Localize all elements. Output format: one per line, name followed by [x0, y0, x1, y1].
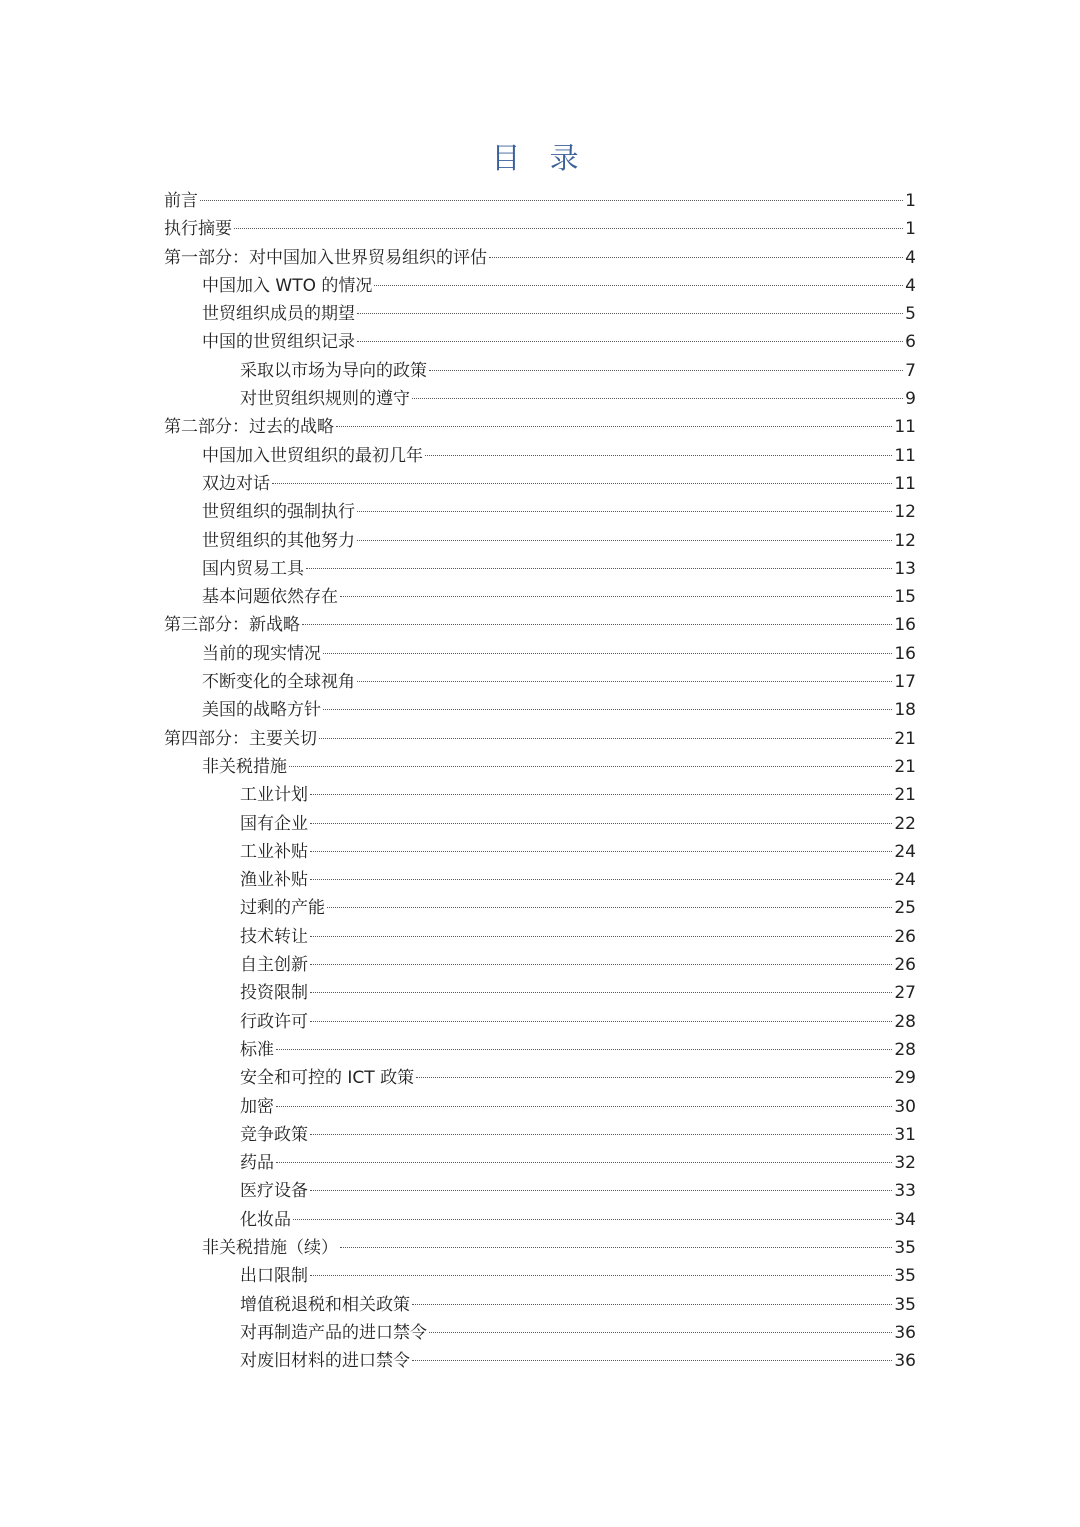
toc-entry-page-number: 11	[894, 473, 916, 494]
toc-entry[interactable]	[164, 725, 916, 753]
toc-entry-page-number: 28	[894, 1011, 916, 1032]
toc-entry[interactable]	[164, 272, 916, 300]
toc-entry-page-number: 7	[905, 360, 916, 381]
toc-entry-page-number: 1	[905, 219, 916, 240]
toc-entry[interactable]	[164, 696, 916, 724]
toc-entry-label: 医疗设备	[240, 1181, 308, 1202]
toc-dot-leader	[272, 483, 892, 484]
toc-entry-page-number: 31	[894, 1124, 916, 1145]
toc-dot-leader	[340, 596, 892, 597]
toc-entry-label: 中国加入世贸组织的最初几年	[202, 445, 423, 466]
toc-entry-page-number: 35	[894, 1266, 916, 1287]
toc-dot-leader	[310, 851, 892, 852]
toc-entry-label: 化妆品	[240, 1209, 291, 1230]
toc-entry-label: 国有企业	[240, 813, 308, 834]
toc-dot-leader	[310, 879, 892, 880]
toc-dot-leader	[336, 426, 892, 427]
toc-entry-page-number: 18	[894, 700, 916, 721]
toc-entry[interactable]	[164, 1008, 916, 1036]
toc-dot-leader	[429, 1332, 892, 1333]
page-title: 目 录	[491, 141, 589, 175]
toc-entry-page-number: 24	[894, 870, 916, 891]
toc-entry-page-number: 13	[894, 558, 916, 579]
toc-entry-label: 世贸组织成员的期望	[202, 304, 355, 325]
toc-dot-leader	[302, 624, 892, 625]
toc-entry[interactable]	[164, 611, 916, 639]
toc-entry[interactable]	[164, 1234, 916, 1262]
toc-entry-label: 药品	[240, 1153, 274, 1174]
toc-entry-label: 对废旧材料的进口禁令	[240, 1351, 410, 1372]
toc-entry-page-number: 28	[894, 1039, 916, 1060]
toc-dot-leader	[416, 1077, 892, 1078]
toc-entry-page-number: 34	[894, 1209, 916, 1230]
toc-entry-label: 加密	[240, 1096, 274, 1117]
toc-entry[interactable]	[164, 498, 916, 526]
toc-entry-page-number: 9	[905, 389, 916, 410]
toc-dot-leader	[374, 285, 903, 286]
toc-dot-leader	[489, 257, 903, 258]
toc-entry[interactable]	[164, 1347, 916, 1375]
toc-entry-label: 工业计划	[240, 785, 308, 806]
toc-entry[interactable]	[164, 923, 916, 951]
toc-dot-leader	[319, 738, 892, 739]
toc-entry[interactable]	[164, 527, 916, 555]
toc-entry[interactable]	[164, 385, 916, 413]
toc-entry-label: 双边对话	[202, 473, 270, 494]
toc-entry[interactable]	[164, 583, 916, 611]
toc-dot-leader	[412, 1304, 892, 1305]
table-of-contents	[164, 187, 916, 1375]
toc-entry-page-number: 35	[894, 1294, 916, 1315]
toc-entry[interactable]	[164, 894, 916, 922]
toc-entry[interactable]	[164, 1262, 916, 1290]
toc-entry-page-number: 25	[894, 898, 916, 919]
toc-entry-page-number: 36	[894, 1351, 916, 1372]
toc-dot-leader	[200, 200, 903, 201]
toc-dot-leader	[357, 313, 903, 314]
toc-dot-leader	[429, 370, 903, 371]
toc-entry[interactable]	[164, 781, 916, 809]
toc-entry-label: 对世贸组织规则的遵守	[240, 389, 410, 410]
toc-entry[interactable]	[164, 1177, 916, 1205]
toc-entry-page-number: 26	[894, 926, 916, 947]
toc-dot-leader	[310, 936, 892, 937]
toc-entry-page-number: 33	[894, 1181, 916, 1202]
toc-dot-leader	[323, 709, 892, 710]
toc-dot-leader	[357, 511, 892, 512]
toc-entry-page-number: 4	[905, 275, 916, 296]
toc-entry[interactable]	[164, 187, 916, 215]
toc-entry-label: 对再制造产品的进口禁令	[240, 1322, 427, 1343]
toc-entry-page-number: 12	[894, 502, 916, 523]
toc-entry-page-number: 12	[894, 530, 916, 551]
toc-entry-label: 世贸组织的强制执行	[202, 502, 355, 523]
toc-entry[interactable]	[164, 1064, 916, 1092]
toc-entry[interactable]	[164, 215, 916, 243]
toc-entry[interactable]	[164, 1319, 916, 1347]
toc-entry[interactable]	[164, 753, 916, 781]
toc-entry-label: 第三部分：新战略	[164, 615, 300, 636]
toc-dot-leader	[425, 455, 892, 456]
toc-entry-page-number: 15	[894, 587, 916, 608]
toc-dot-leader	[357, 681, 892, 682]
toc-dot-leader	[306, 568, 892, 569]
toc-entry-page-number: 21	[894, 785, 916, 806]
toc-entry[interactable]	[164, 810, 916, 838]
toc-entry-label: 标准	[240, 1039, 274, 1060]
toc-entry-label: 投资限制	[240, 983, 308, 1004]
toc-entry[interactable]	[164, 838, 916, 866]
toc-entry[interactable]	[164, 1291, 916, 1319]
toc-entry-page-number: 30	[894, 1096, 916, 1117]
toc-entry-label: 安全和可控的 ICT 政策	[240, 1068, 415, 1089]
toc-entry-label: 出口限制	[240, 1266, 308, 1287]
toc-dot-leader	[276, 1049, 892, 1050]
toc-entry-label: 第一部分：对中国加入世界贸易组织的评估	[164, 247, 487, 268]
toc-entry-label: 当前的现实情况	[202, 643, 321, 664]
toc-entry-page-number: 16	[894, 643, 916, 664]
toc-entry-page-number: 16	[894, 615, 916, 636]
toc-entry-label: 工业补贴	[240, 841, 308, 862]
toc-entry-page-number: 27	[894, 983, 916, 1004]
toc-entry-label: 竞争政策	[240, 1124, 308, 1145]
toc-entry-page-number: 6	[905, 332, 916, 353]
toc-entry-page-number: 17	[894, 672, 916, 693]
toc-entry-page-number: 11	[894, 417, 916, 438]
toc-dot-leader	[310, 1275, 892, 1276]
toc-entry-page-number: 29	[894, 1068, 916, 1089]
toc-entry[interactable]	[164, 1206, 916, 1234]
toc-dot-leader	[289, 766, 892, 767]
toc-entry-label: 渔业补贴	[240, 870, 308, 891]
toc-entry[interactable]	[164, 244, 916, 272]
toc-dot-leader	[323, 653, 892, 654]
toc-entry-label: 国内贸易工具	[202, 558, 304, 579]
toc-dot-leader	[293, 1219, 892, 1220]
toc-dot-leader	[310, 1190, 892, 1191]
toc-dot-leader	[310, 964, 892, 965]
toc-entry[interactable]	[164, 866, 916, 894]
toc-entry-label: 美国的战略方针	[202, 700, 321, 721]
toc-entry-label: 行政许可	[240, 1011, 308, 1032]
toc-entry[interactable]	[164, 640, 916, 668]
toc-dot-leader	[310, 1021, 892, 1022]
toc-entry-label: 非关税措施（续）	[202, 1237, 338, 1258]
toc-entry[interactable]	[164, 470, 916, 498]
toc-dot-leader	[310, 992, 892, 993]
toc-dot-leader	[310, 794, 892, 795]
toc-dot-leader	[234, 228, 903, 229]
toc-entry[interactable]	[164, 442, 916, 470]
toc-dot-leader	[310, 823, 892, 824]
toc-entry-page-number: 24	[894, 841, 916, 862]
toc-entry-label: 世贸组织的其他努力	[202, 530, 355, 551]
toc-entry[interactable]	[164, 555, 916, 583]
toc-dot-leader	[412, 1360, 892, 1361]
toc-dot-leader	[357, 540, 892, 541]
toc-entry-label: 采取以市场为导向的政策	[240, 360, 427, 381]
toc-entry-label: 中国加入 WTO 的情况	[202, 275, 373, 296]
toc-entry-page-number: 36	[894, 1322, 916, 1343]
toc-entry[interactable]	[164, 357, 916, 385]
toc-dot-leader	[327, 907, 892, 908]
toc-entry-label: 技术转让	[240, 926, 308, 947]
toc-entry-page-number: 21	[894, 728, 916, 749]
toc-entry-page-number: 11	[894, 445, 916, 466]
toc-entry-label: 中国的世贸组织记录	[202, 332, 355, 353]
toc-entry-label: 不断变化的全球视角	[202, 672, 355, 693]
toc-entry-page-number: 1	[905, 191, 916, 211]
toc-entry[interactable]	[164, 1093, 916, 1121]
toc-entry-page-number: 21	[894, 756, 916, 777]
toc-dot-leader	[412, 398, 903, 399]
toc-entry-page-number: 32	[894, 1153, 916, 1174]
toc-dot-leader	[357, 341, 903, 342]
toc-entry-label: 基本问题依然存在	[202, 587, 338, 608]
toc-entry-page-number: 22	[894, 813, 916, 834]
toc-entry-page-number: 5	[905, 304, 916, 325]
toc-entry-page-number: 35	[894, 1237, 916, 1258]
toc-entry-label: 非关税措施	[202, 756, 287, 777]
toc-entry-label: 第四部分：主要关切	[164, 728, 317, 749]
toc-entry-page-number: 4	[905, 247, 916, 268]
toc-entry-page-number: 26	[894, 955, 916, 976]
toc-entry[interactable]	[164, 413, 916, 441]
toc-dot-leader	[340, 1247, 892, 1248]
toc-dot-leader	[276, 1106, 892, 1107]
toc-entry-label: 过剩的产能	[240, 898, 325, 919]
toc-entry-label: 前言	[164, 191, 198, 211]
toc-entry[interactable]	[164, 979, 916, 1007]
toc-entry[interactable]	[164, 300, 916, 328]
toc-entry-label: 增值税退税和相关政策	[240, 1294, 410, 1315]
toc-entry[interactable]	[164, 951, 916, 979]
toc-entry[interactable]	[164, 1036, 916, 1064]
toc-entry[interactable]	[164, 1121, 916, 1149]
toc-entry[interactable]	[164, 328, 916, 356]
toc-dot-leader	[310, 1134, 892, 1135]
toc-entry[interactable]	[164, 1149, 916, 1177]
toc-entry[interactable]	[164, 668, 916, 696]
toc-entry-label: 自主创新	[240, 955, 308, 976]
toc-dot-leader	[276, 1162, 892, 1163]
toc-entry-label: 第二部分：过去的战略	[164, 417, 334, 438]
toc-entry-label: 执行摘要	[164, 219, 232, 240]
